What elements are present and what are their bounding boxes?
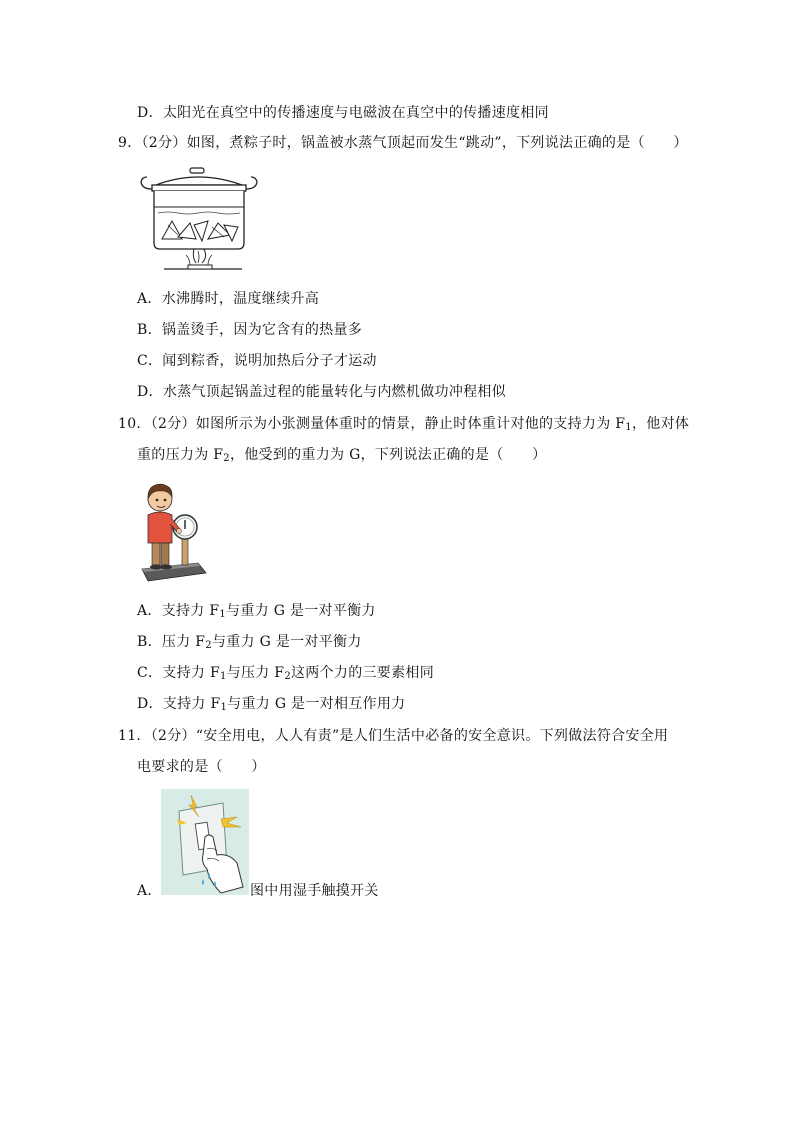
q9-option-d: D．水蒸气顶起锅盖过程的能量转化与内燃机做功冲程相似 [137,384,507,400]
q11-option-a-label: A． [137,883,162,899]
q11-stem-line1: 11．（2分）“安全用电，人人有责”是人们生活中必备的安全意识。下列做法符合安全用 [118,728,669,744]
q10-stem-line2: 重的压力为 $F_2$，他受到的重力为 G，下列说法正确的是（ ） [137,447,547,464]
q9-stem: 9．（2分）如图，煮粽子时，锅盖被水蒸气顶起而发生“跳动”，下列说法正确的是（ ） [118,135,688,151]
q11-option-a-text: 图中用湿手触摸开关 [250,883,379,899]
steaming-pot-icon [138,165,264,277]
q10-option-a: A．支持力 $F_1$与重力 G 是一对平衡力 [137,603,376,620]
wet-hand-switch-icon [161,789,249,895]
q9-option-c: C．闻到粽香，说明加热后分子才运动 [137,353,377,369]
q8-option-d: D．太阳光在真空中的传播速度与电磁波在真空中的传播速度相同 [137,105,549,121]
boy-on-scale-icon [138,477,208,583]
q9-option-a: A．水沸腾时，温度继续升高 [137,291,320,307]
q10-option-c: C．支持力 $F_1$与压力 $F_2$这两个力的三要素相同 [137,665,434,682]
q10-stem-line1: 10．（2分）如图所示为小张测量体重时的情景，静止时体重计对他的支持力为 $F_1$，他对体 [118,416,690,433]
q11-stem-line2: 电要求的是（ ） [137,759,266,775]
q10-option-b: B．压力 $F_2$与重力 G 是一对平衡力 [137,634,362,651]
q9-option-b: B．锅盖烫手，因为它含有的热量多 [137,322,363,338]
q10-option-d: D．支持力 $F_1$与重力 G 是一对相互作用力 [137,696,406,713]
